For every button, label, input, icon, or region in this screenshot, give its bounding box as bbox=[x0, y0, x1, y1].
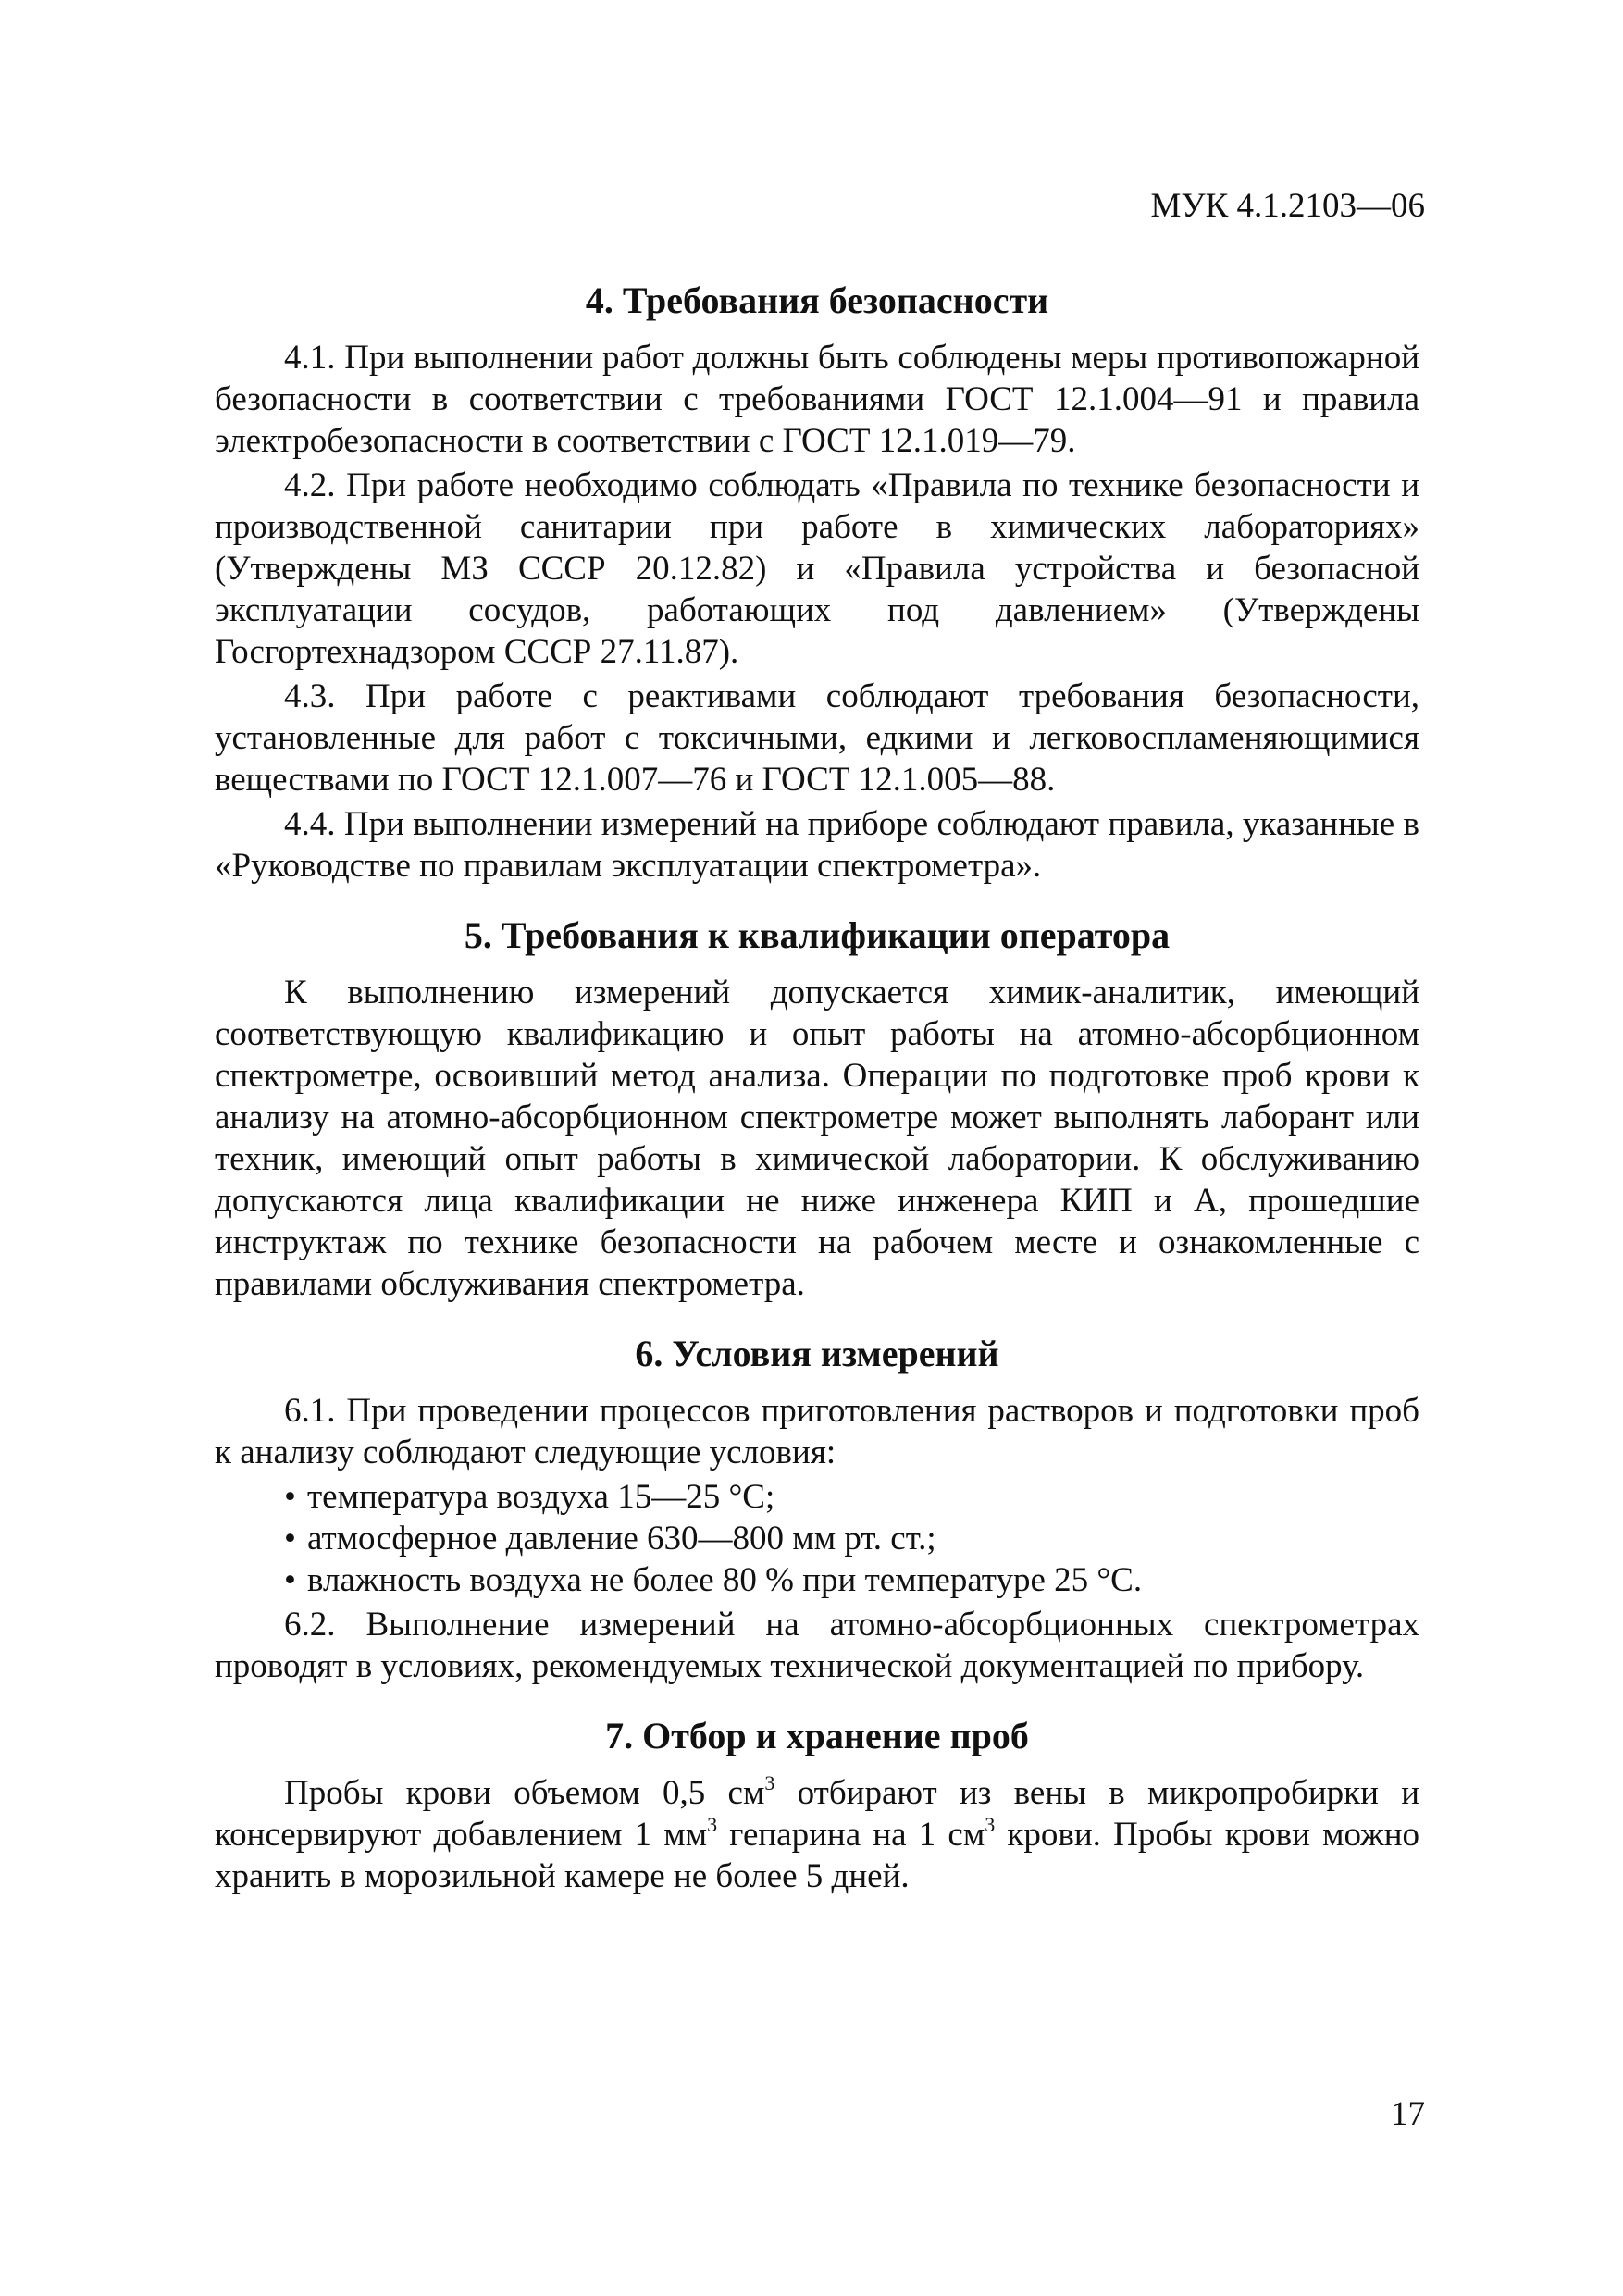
paragraph-4-4: 4.4. При выполнении измерений на приборе соблюдают правила, указанные в «Руководстве по правилам эксплуатации спектрометра». bbox=[215, 805, 1419, 885]
list-item bbox=[215, 1476, 1419, 1518]
page-number: 17 bbox=[1391, 2095, 1425, 2133]
superscript: 3 bbox=[707, 1812, 718, 1836]
section-5-title: 5. Требования к квалификации оператора bbox=[464, 914, 1171, 956]
text-run: Пробы крови объемом 0,5 см bbox=[284, 1774, 765, 1812]
paragraph-4-3: 4.3. При работе с реактивами соблюдают требования безопасности, установленные для работ с токсичными, едкими и легковоспламеняющимися веществами по ГОСТ 12.1.007—76 и ГОСТ 12.1.005—88. bbox=[215, 677, 1419, 799]
bullet-icon: • bbox=[284, 1561, 296, 1599]
paragraph-7 bbox=[215, 1772, 1419, 1897]
bullet-icon: • bbox=[284, 1520, 296, 1558]
paragraph-6-1: 6.1. При проведении процессов приготовления растворов и подготовки проб к анализу соблюдают следующие условия: bbox=[215, 1392, 1419, 1471]
text-run: гепарина на 1 см bbox=[717, 1816, 985, 1854]
text-run: отбирают из вены в микропробирки и консервируют добавлением 1 мм bbox=[215, 1774, 1419, 1854]
paragraph-5: К выполнению измерений допускается химик-аналитик, имеющий соответствующую квалификацию и опыт работы на атомно-абсорбционном спектрометре, освоивший метод анализа. Операции по подготовке проб крови к анализу на атомно-абсорбционном спектрометре может выполнять лаборант или техник, имеющий опыт работы в химической лаборатории. К обслуживанию допускаются лица квалификации не ниже инженера КИП и А, прошедшие инструктаж по технике безопасности на рабочем месте и ознакомленные с правилами обслуживания спектрометра. bbox=[215, 974, 1419, 1303]
superscript: 3 bbox=[764, 1770, 775, 1794]
text-run: крови. Пробы крови можно хранить в морозильной камере не более 5 дней. bbox=[215, 1816, 1420, 1895]
list-item bbox=[215, 1559, 1419, 1601]
list-item-text: температура воздуха 15—25 °С; bbox=[307, 1478, 775, 1516]
list-item-text: атмосферное давление 630—800 мм рт. ст.; bbox=[307, 1520, 936, 1558]
paragraph-6-2: 6.2. Выполнение измерений на атомно-абсорбционных спектрометрах проводят в условиях, рекомендуемых технической документацией по прибору. bbox=[215, 1606, 1419, 1685]
conditions-list bbox=[215, 1476, 1419, 1601]
section-7-title: 7. Отбор и хранение проб bbox=[605, 1715, 1029, 1756]
paragraph-4-1: 4.1. При выполнении работ должны быть соблюдены меры противопожарной безопасности в соответствии с требованиями ГОСТ 12.1.004—91 и правила электробезопасности в соответствии с ГОСТ 12.1.019—79. bbox=[215, 339, 1419, 460]
list-item-text: влажность воздуха не более 80 % при температуре 25 °С. bbox=[307, 1561, 1143, 1599]
document-code: МУК 4.1.2103—06 bbox=[1150, 187, 1425, 225]
page-content bbox=[215, 278, 1419, 1897]
superscript: 3 bbox=[985, 1812, 996, 1836]
paragraph-4-2: 4.2. При работе необходимо соблюдать «Правила по технике безопасности и производственной санитарии при работе в химических лабораториях» (Утверждены МЗ СССР 20.12.82) и «Правила устройства и безопасной эксплуатации сосудов, работающих под давлением» (Утверждены Госгортехнадзором СССР 27.11.87). bbox=[215, 466, 1419, 671]
list-item bbox=[215, 1518, 1419, 1559]
bullet-icon: • bbox=[284, 1478, 296, 1516]
section-4-title: 4. Требования безопасности bbox=[585, 279, 1049, 321]
section-6-title: 6. Условия измерений bbox=[635, 1333, 999, 1374]
